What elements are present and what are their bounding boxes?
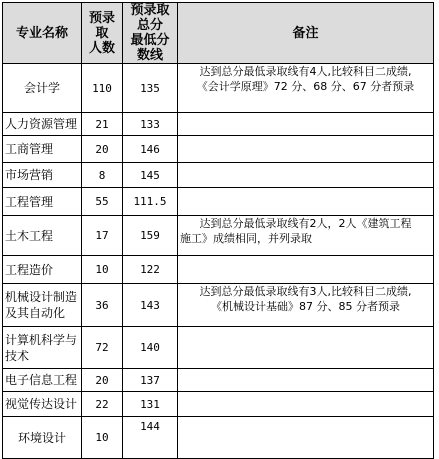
header-remark: 备注 bbox=[178, 3, 434, 64]
remark-line: 《机械设计基础》87 分、85 分者预录 bbox=[211, 300, 400, 313]
count-cell: 10 bbox=[82, 417, 123, 459]
remark-cell bbox=[178, 327, 434, 369]
remark-line: 施工》成绩相同，并列录取 bbox=[180, 232, 312, 245]
remark-cell bbox=[178, 216, 434, 256]
table-row bbox=[3, 113, 434, 136]
score-cell: 122 bbox=[123, 256, 178, 284]
major-line: 技术 bbox=[5, 348, 30, 363]
count-cell: 17 bbox=[82, 216, 123, 256]
major-line: 计算机科学与 bbox=[5, 332, 78, 347]
major-cell bbox=[3, 327, 82, 369]
remark-cell bbox=[178, 188, 434, 216]
header-score bbox=[123, 3, 178, 64]
major-line: 机械设计制造 bbox=[5, 290, 78, 304]
remark-cell bbox=[178, 256, 434, 284]
count-cell: 110 bbox=[82, 64, 123, 113]
score-cell: 137 bbox=[123, 369, 178, 392]
count-cell: 20 bbox=[82, 136, 123, 163]
header-major: 专业名称 bbox=[3, 3, 82, 64]
table-row bbox=[3, 64, 434, 113]
table-row bbox=[3, 327, 434, 369]
score-cell: 133 bbox=[123, 113, 178, 136]
major-cell: 会计学 bbox=[3, 64, 82, 113]
remark-cell bbox=[178, 417, 434, 459]
count-cell: 22 bbox=[82, 392, 123, 417]
major-cell: 电子信息工程 bbox=[3, 369, 82, 392]
count-cell: 72 bbox=[82, 327, 123, 369]
table-row bbox=[3, 216, 434, 256]
count-cell: 21 bbox=[82, 113, 123, 136]
header-count-line1: 预录取 bbox=[88, 10, 115, 41]
count-cell: 55 bbox=[82, 188, 123, 216]
table-row bbox=[3, 392, 434, 417]
remark-cell bbox=[178, 284, 434, 327]
major-cell: 人力资源管理 bbox=[3, 113, 82, 136]
table-row bbox=[3, 284, 434, 327]
count-cell: 20 bbox=[82, 369, 123, 392]
score-cell: 145 bbox=[123, 163, 178, 188]
major-cell: 工商管理 bbox=[3, 136, 82, 163]
score-cell: 140 bbox=[123, 327, 178, 369]
table-row bbox=[3, 256, 434, 284]
score-cell: 135 bbox=[123, 64, 178, 113]
admission-table bbox=[2, 2, 434, 459]
score-cell: 111.5 bbox=[123, 188, 178, 216]
count-cell: 36 bbox=[82, 284, 123, 327]
major-cell: 土木工程 bbox=[3, 216, 82, 256]
count-cell: 8 bbox=[82, 163, 123, 188]
score-cell: 159 bbox=[123, 216, 178, 256]
header-count bbox=[82, 3, 123, 64]
table-row bbox=[3, 163, 434, 188]
table-row bbox=[3, 369, 434, 392]
remark-line: 达到总分最低录取线有2人，2人《建筑工程 bbox=[199, 217, 412, 230]
header-score-line1: 预录取总分 bbox=[130, 3, 170, 33]
remark-line: 达到总分最低录取线有4人,比较科目二成绩, bbox=[199, 65, 412, 78]
table-row bbox=[3, 417, 434, 459]
major-cell: 工程管理 bbox=[3, 188, 82, 216]
score-cell: 131 bbox=[123, 392, 178, 417]
count-cell: 10 bbox=[82, 256, 123, 284]
major-cell bbox=[3, 284, 82, 327]
remark-cell bbox=[178, 64, 434, 113]
remark-cell bbox=[178, 136, 434, 163]
header-count-line2: 人数 bbox=[88, 40, 115, 56]
major-cell: 环境设计 bbox=[3, 417, 82, 459]
remark-cell bbox=[178, 163, 434, 188]
remark-line: 《会计学原理》72 分、68 分、67 分者预录 bbox=[196, 80, 415, 93]
major-line: 及其自动化 bbox=[5, 306, 66, 320]
table-row bbox=[3, 136, 434, 163]
score-cell: 146 bbox=[123, 136, 178, 163]
major-cell: 视觉传达设计 bbox=[3, 392, 82, 417]
table-row bbox=[3, 188, 434, 216]
major-cell: 市场营销 bbox=[3, 163, 82, 188]
score-cell: 144 bbox=[123, 417, 178, 459]
score-cell: 143 bbox=[123, 284, 178, 327]
remark-cell bbox=[178, 369, 434, 392]
remark-cell bbox=[178, 113, 434, 136]
remark-cell bbox=[178, 392, 434, 417]
header-score-line2: 最低分数线 bbox=[130, 33, 170, 63]
major-cell: 工程造价 bbox=[3, 256, 82, 284]
remark-line: 达到总分最低录取线有3人,比较科目二成绩, bbox=[199, 285, 412, 298]
table-header-row bbox=[3, 3, 434, 64]
